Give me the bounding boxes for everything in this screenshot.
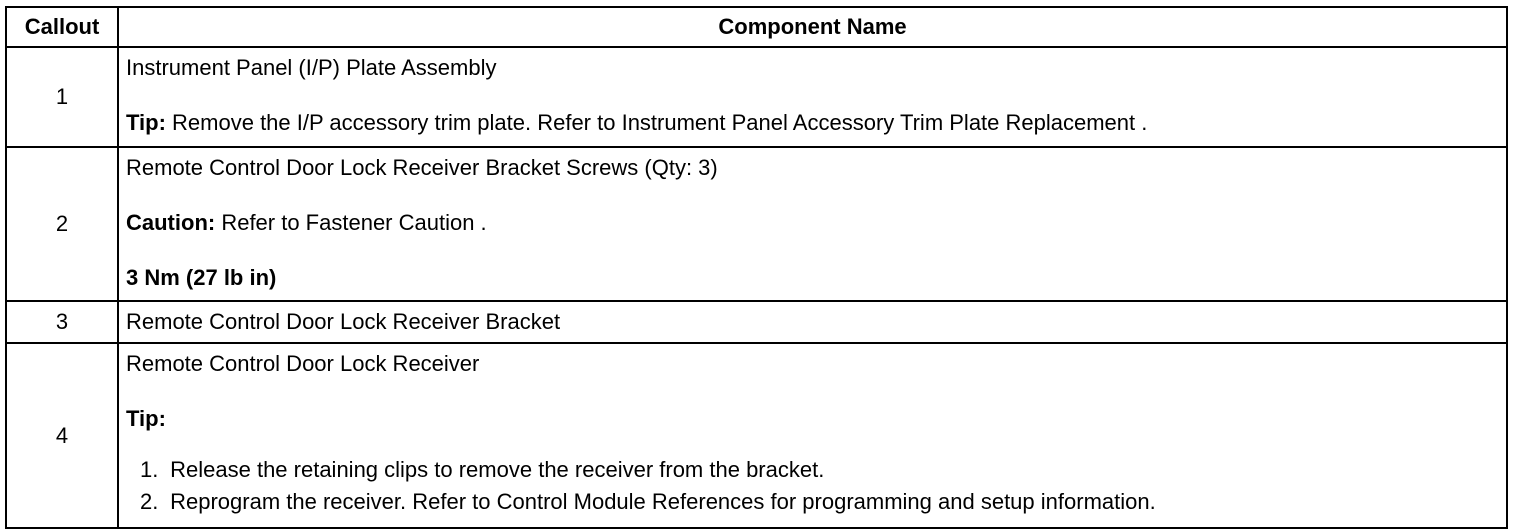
- tip-label: Tip:: [126, 110, 166, 135]
- caution-note: [126, 210, 1506, 236]
- component-cell: [118, 301, 1507, 343]
- callout-number: 3: [6, 301, 118, 343]
- list-item: [140, 454, 1506, 486]
- component-cell: [118, 343, 1507, 528]
- component-name: Remote Control Door Lock Receiver Bracket Screws (Qty: 3): [126, 155, 718, 180]
- callout-header: Callout: [6, 7, 118, 47]
- step-text: Release the retaining clips to remove the receiver from the bracket.: [170, 457, 825, 482]
- component-name: Instrument Panel (I/P) Plate Assembly: [126, 55, 497, 80]
- table-row: [6, 47, 1507, 147]
- component-name: Remote Control Door Lock Receiver Bracket: [126, 309, 561, 334]
- component-name: Remote Control Door Lock Receiver: [126, 351, 480, 376]
- step-number: 2.: [140, 489, 159, 514]
- tip-note: [126, 110, 1506, 136]
- step-number: 1.: [140, 457, 159, 482]
- caution-text: Refer to Fastener Caution .: [215, 210, 487, 235]
- component-cell: [118, 147, 1507, 301]
- component-cell: [118, 47, 1507, 147]
- callout-number: 4: [6, 343, 118, 528]
- parts-table: [5, 6, 1508, 529]
- table-row: [6, 301, 1507, 343]
- callout-number: 2: [6, 147, 118, 301]
- table-row: [6, 147, 1507, 301]
- tip-label: Tip:: [126, 406, 166, 431]
- header-row: [6, 7, 1507, 47]
- component-name-header: Component Name: [118, 7, 1507, 47]
- tip-text: Remove the I/P accessory trim plate. Refer to Instrument Panel Accessory Trim Plate Replacement .: [165, 110, 1148, 135]
- torque-spec: 3 Nm (27 lb in): [126, 265, 277, 290]
- tip-steps-list: [126, 454, 1506, 518]
- list-item: [140, 486, 1506, 518]
- table-row: [6, 343, 1507, 528]
- caution-label: Caution:: [126, 210, 216, 235]
- callout-number: 1: [6, 47, 118, 147]
- step-text: Reprogram the receiver. Refer to Control Module References for programming and setup information.: [170, 489, 1156, 514]
